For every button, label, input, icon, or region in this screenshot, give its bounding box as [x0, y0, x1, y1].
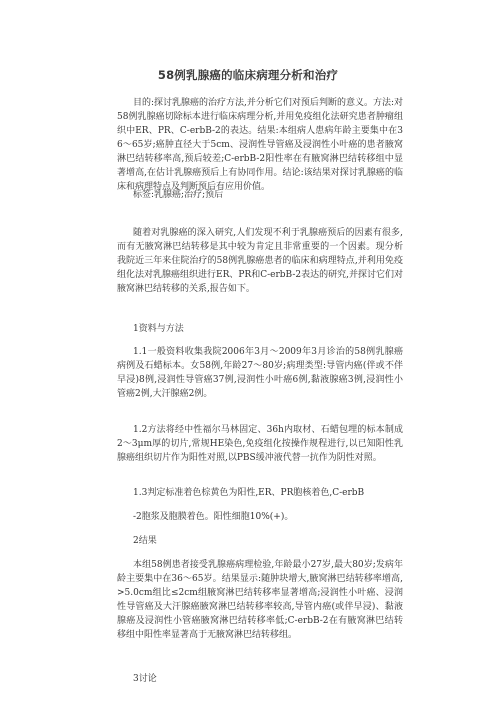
section-1-1-paragraph: 1.1一般资料收集我院2006年3月～2009年3月诊治的58例乳腺癌病例及石蜡标本。女58例,年龄27～80岁;病理类型:导管内癌(伴或不伴早浸)8例,浸润性导管癌37例,浸润性小叶癌6例,黏液腺癌3例,浸润性小管癌2例,大汗腺癌2例。: [117, 347, 403, 399]
paper-title: 58例乳腺癌的临床病理分析和治疗: [157, 68, 339, 82]
section-2-heading: 2结果: [133, 536, 157, 546]
section-2-paragraph: 本组58例患者接受乳腺癌病理检验,年龄最小27岁,最大80岁;发病年龄主要集中在36～65岁。结果显示:随肿块增大,腋窝淋巴结转移率增高,>5.0cm组比≤2cm组腋窝淋巴结转移率显著增高;浸润性小叶癌、浸润性导管癌及大汗腺癌腋窝淋巴结转移率较高,导管内癌(或伴早浸)、黏液腺癌及浸润性小管癌腋窝淋巴结转移率低;C-erbB-2在有腋窝淋巴结转移组中阳性率显著高于无腋窝淋巴结转移组。: [117, 560, 403, 640]
intro-paragraph: 随着对乳腺癌的深入研究,人们发现不利于乳腺癌预后的因素有很多,而有无腋窝淋巴结转移是其中较为肯定且非常重要的一个因素。现分析我院近三年来住院治疗的58例乳腺癌患者的临床和病理特点,并利用免疫组化法对乳腺癌组织进行ER、PR和C-erbB-2表达的研究,并探讨它们对腋窝淋巴结转移的关系,报告如下。: [117, 228, 403, 294]
section-1-3-paragraph-b: -2胞浆及胞膜着色。阳性细胞10%(+)。: [133, 512, 294, 522]
abstract-paragraph: 目的:探讨乳腺癌的治疗方法,并分析它们对预后判断的意义。方法:对58例乳腺癌切除标本进行临床病理分析,并用免疫组化法研究患者肿瘤组织中ER、PR、C-erbB-2的表达。结果:本组病人患病年龄主要集中在36～65岁;癌肿直径大于5cm、浸润性导管癌及浸润性小叶癌的患者腋窝淋巴结转移率高,预后较差;C-erbB-2阳性率在有腋窝淋巴结转移组中显著增高,在估计乳腺癌预后上有协同作用。结论:该结果对探讨乳腺癌的临床和病理特点及判断预后有应用价值。: [117, 98, 403, 192]
section-1-3-paragraph-a: 1.3判定标准着色棕黄色为阳性,ER、PR胞核着色,C-erbB: [133, 488, 365, 498]
section-3-heading: 3讨论: [133, 674, 157, 684]
keywords-line: 标签:乳腺癌;治疗;预后: [133, 190, 224, 200]
section-1-2-paragraph: 1.2方法将经中性福尔马林固定、36h内取材、石蜡包埋的标本制成2～3μm厚的切片,常规HE染色,免疫组化按操作规程进行,以已知阳性乳腺癌组织切片作为阳性对照,以PBS缓冲液代替一抗作为阴性对照。: [117, 425, 403, 463]
section-1-heading: 1资料与方法: [133, 324, 184, 334]
